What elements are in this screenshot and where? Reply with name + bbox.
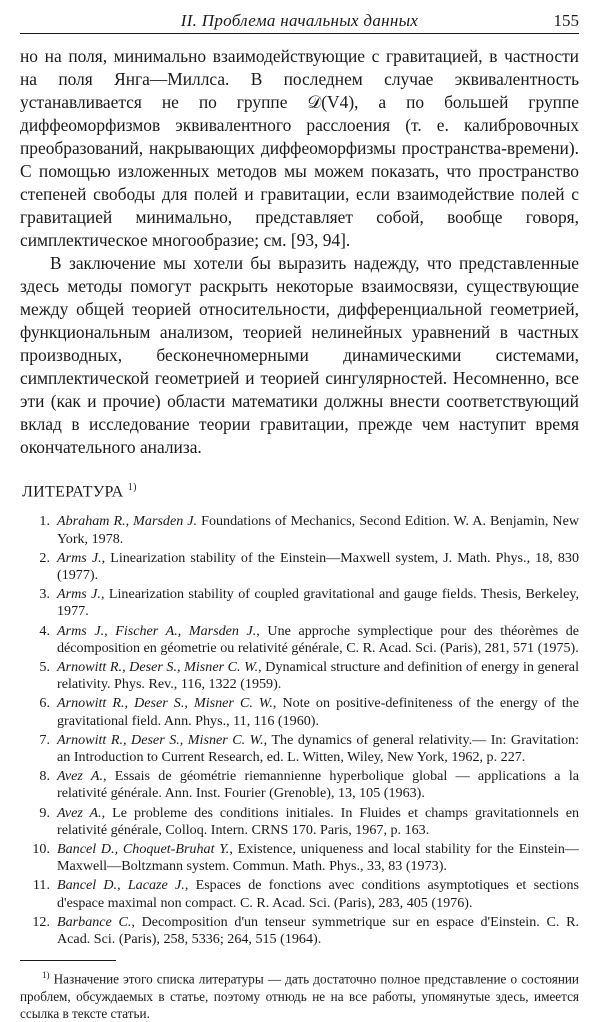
reference-number: 5. <box>39 658 50 675</box>
reference-text: , Espaces de fonctions avec conditions asymptotiques et sections d'espace maximal non compact. C. R. Acad. Sci. (Paris), 283, 405 (1976). <box>57 877 579 911</box>
reference-authors: Bancel D., Lacaze J. <box>57 877 185 894</box>
reference-number: 2. <box>39 549 50 566</box>
reference-item <box>20 877 579 911</box>
reference-item <box>20 768 579 802</box>
reference-item <box>20 805 579 839</box>
footnote-mark: 1) <box>127 482 137 493</box>
reference-authors: Arnowitt R., Deser S., Misner C. W. <box>57 695 273 712</box>
reference-item <box>20 659 579 693</box>
reference-number: 6. <box>39 695 50 712</box>
reference-item <box>20 586 579 620</box>
footnote-mark: 1) <box>42 970 50 981</box>
reference-authors: Arnowitt R., Deser S., Misner C. W. <box>57 731 264 748</box>
reference-text: , The dynamics of general relativity.— In: Gravitation: an Introduction to Current Research, ed. L. Witten, Wiley, New York, 1962, p. 227. <box>57 731 579 765</box>
reference-text: , Le probleme des conditions initiales. In Fluides et champs gravitationnels en relativité générale, Colloq. Intern. CRNS 170. Paris, 1967, p. 163. <box>57 804 579 838</box>
reference-item <box>20 623 579 657</box>
running-header-title: II. Проблема начальных данных <box>180 11 419 30</box>
header-rule <box>20 33 579 34</box>
reference-text: , Une approche symplectique pour des théorèmes de décomposition en géometrie ou relativité générale, C. R. Acad. Sci. (Paris), 281, 571 (1975). <box>57 622 579 656</box>
reference-text: , Decomposition d'un tenseur symmetrique sur en espace d'Einstein. C. R. Acad. Sci. (Paris), 258, 5336; 264, 515 (1964). <box>57 913 579 947</box>
reference-number: 1. <box>39 513 50 530</box>
footnote-rule <box>20 960 116 961</box>
footnote <box>20 967 579 1021</box>
references-heading-text: ЛИТЕРАТУРА <box>22 483 124 501</box>
reference-authors: Avez A. <box>57 768 103 785</box>
references-list <box>20 513 579 948</box>
reference-text: , Linearization stability of the Einstein—Maxwell system, J. Math. Phys., 18, 830 (1977). <box>57 549 579 583</box>
reference-authors: Bancel D., Choquet-Bruhat Y. <box>57 840 230 857</box>
reference-item <box>20 841 579 875</box>
reference-text: , Dynamical structure and definition of energy in general relativity. Phys. Rev., 116, 1322 (1959). <box>57 658 579 693</box>
reference-number: 4. <box>39 622 50 639</box>
reference-number: 9. <box>39 804 50 821</box>
reference-text: , Note on positive-definiteness of the energy of the gravitational field. Ann. Phys., 11, 116 (1960). <box>57 695 579 729</box>
reference-authors: Arms J. <box>57 586 101 603</box>
reference-authors: Arms J. <box>57 549 102 566</box>
reference-number: 10. <box>32 840 50 857</box>
reference-text: , Linearization stability of coupled gravitational and gauge fields. Thesis, Berkeley, 1977. <box>57 586 580 620</box>
page-number: 155 <box>553 11 579 30</box>
reference-item <box>20 550 579 584</box>
references-heading <box>22 482 579 501</box>
reference-text: , Existence, uniqueness and local stability for the Einstein—Maxwell—Boltzmann system. Commun. Math. Phys., 33, 83 (1973). <box>57 840 579 875</box>
reference-authors: Avez A. <box>57 804 102 821</box>
reference-text: Foundations of Mechanics, Second Edition. W. A. Benjamin, New York, 1978. <box>57 513 579 547</box>
reference-number: 3. <box>39 586 50 603</box>
reference-text: , Essais de géométrie riemannienne hyperbolique global — applications a la relativité générale. Ann. Inst. Fourier (Grenoble), 13, 105 (1963). <box>57 768 579 802</box>
reference-number: 8. <box>39 768 50 785</box>
body-text <box>20 40 579 459</box>
reference-authors: Arnowitt R., Deser S., Misner C. W. <box>57 658 259 675</box>
paragraph: но на поля, минимально взаимодействующие с гравитацией, в частности на поля Янга—Миллса. В последнем случае эквивалентность устанавливается не по группе 𝒟(V4), а по большей группе диффеоморфизмов эквивалентного расслоения (т. е. калибровочных преобразований, накрывающих диффеоморфизмы пространства-времени). С помощью изложенных методов мы можем показать, что пространство степеней свободы для полей и гравитации, если взаимодействие полей с гравитацией минимально, представляет собой, вообще говоря, симплектическое многообразие; см. [93, 94]. <box>20 46 579 250</box>
reference-authors: Abraham R., Marsden J. <box>57 513 198 530</box>
paragraph: В заключение мы хотели бы выразить надежду, что представленные здесь методы помогут раскрыть некоторые взаимосвязи, существующие между общей теорией относительности, дифференциальной геометрией, функциональным анализом, теорией нелинейных уравнений в частных производных, бесконечномерными динамическими системами, симплектической геометрией и теорией сингулярностей. Несомненно, все эти (как и прочие) области математики должны внести соответствующий вклад в исследование теории гравитации, прежде чем наступит время окончательного анализа. <box>20 253 579 457</box>
footnote-text: Назначение этого списка литературы — дать достаточно полное представление о состоянии проблем, обсуждаемых в статье, поэтому отнюдь не на все работы, упомянутые здесь, имеется ссылка в тексте статьи. <box>20 971 579 1021</box>
reference-authors: Arms J., Fischer A., Marsden J. <box>57 622 257 639</box>
reference-item <box>20 914 579 948</box>
reference-number: 11. <box>32 877 50 894</box>
reference-number: 12. <box>32 913 50 930</box>
reference-item <box>20 695 579 729</box>
reference-number: 7. <box>39 731 50 748</box>
reference-item <box>20 513 579 547</box>
reference-authors: Barbance C. <box>57 913 132 930</box>
running-header <box>20 0 579 40</box>
reference-item <box>20 732 579 766</box>
